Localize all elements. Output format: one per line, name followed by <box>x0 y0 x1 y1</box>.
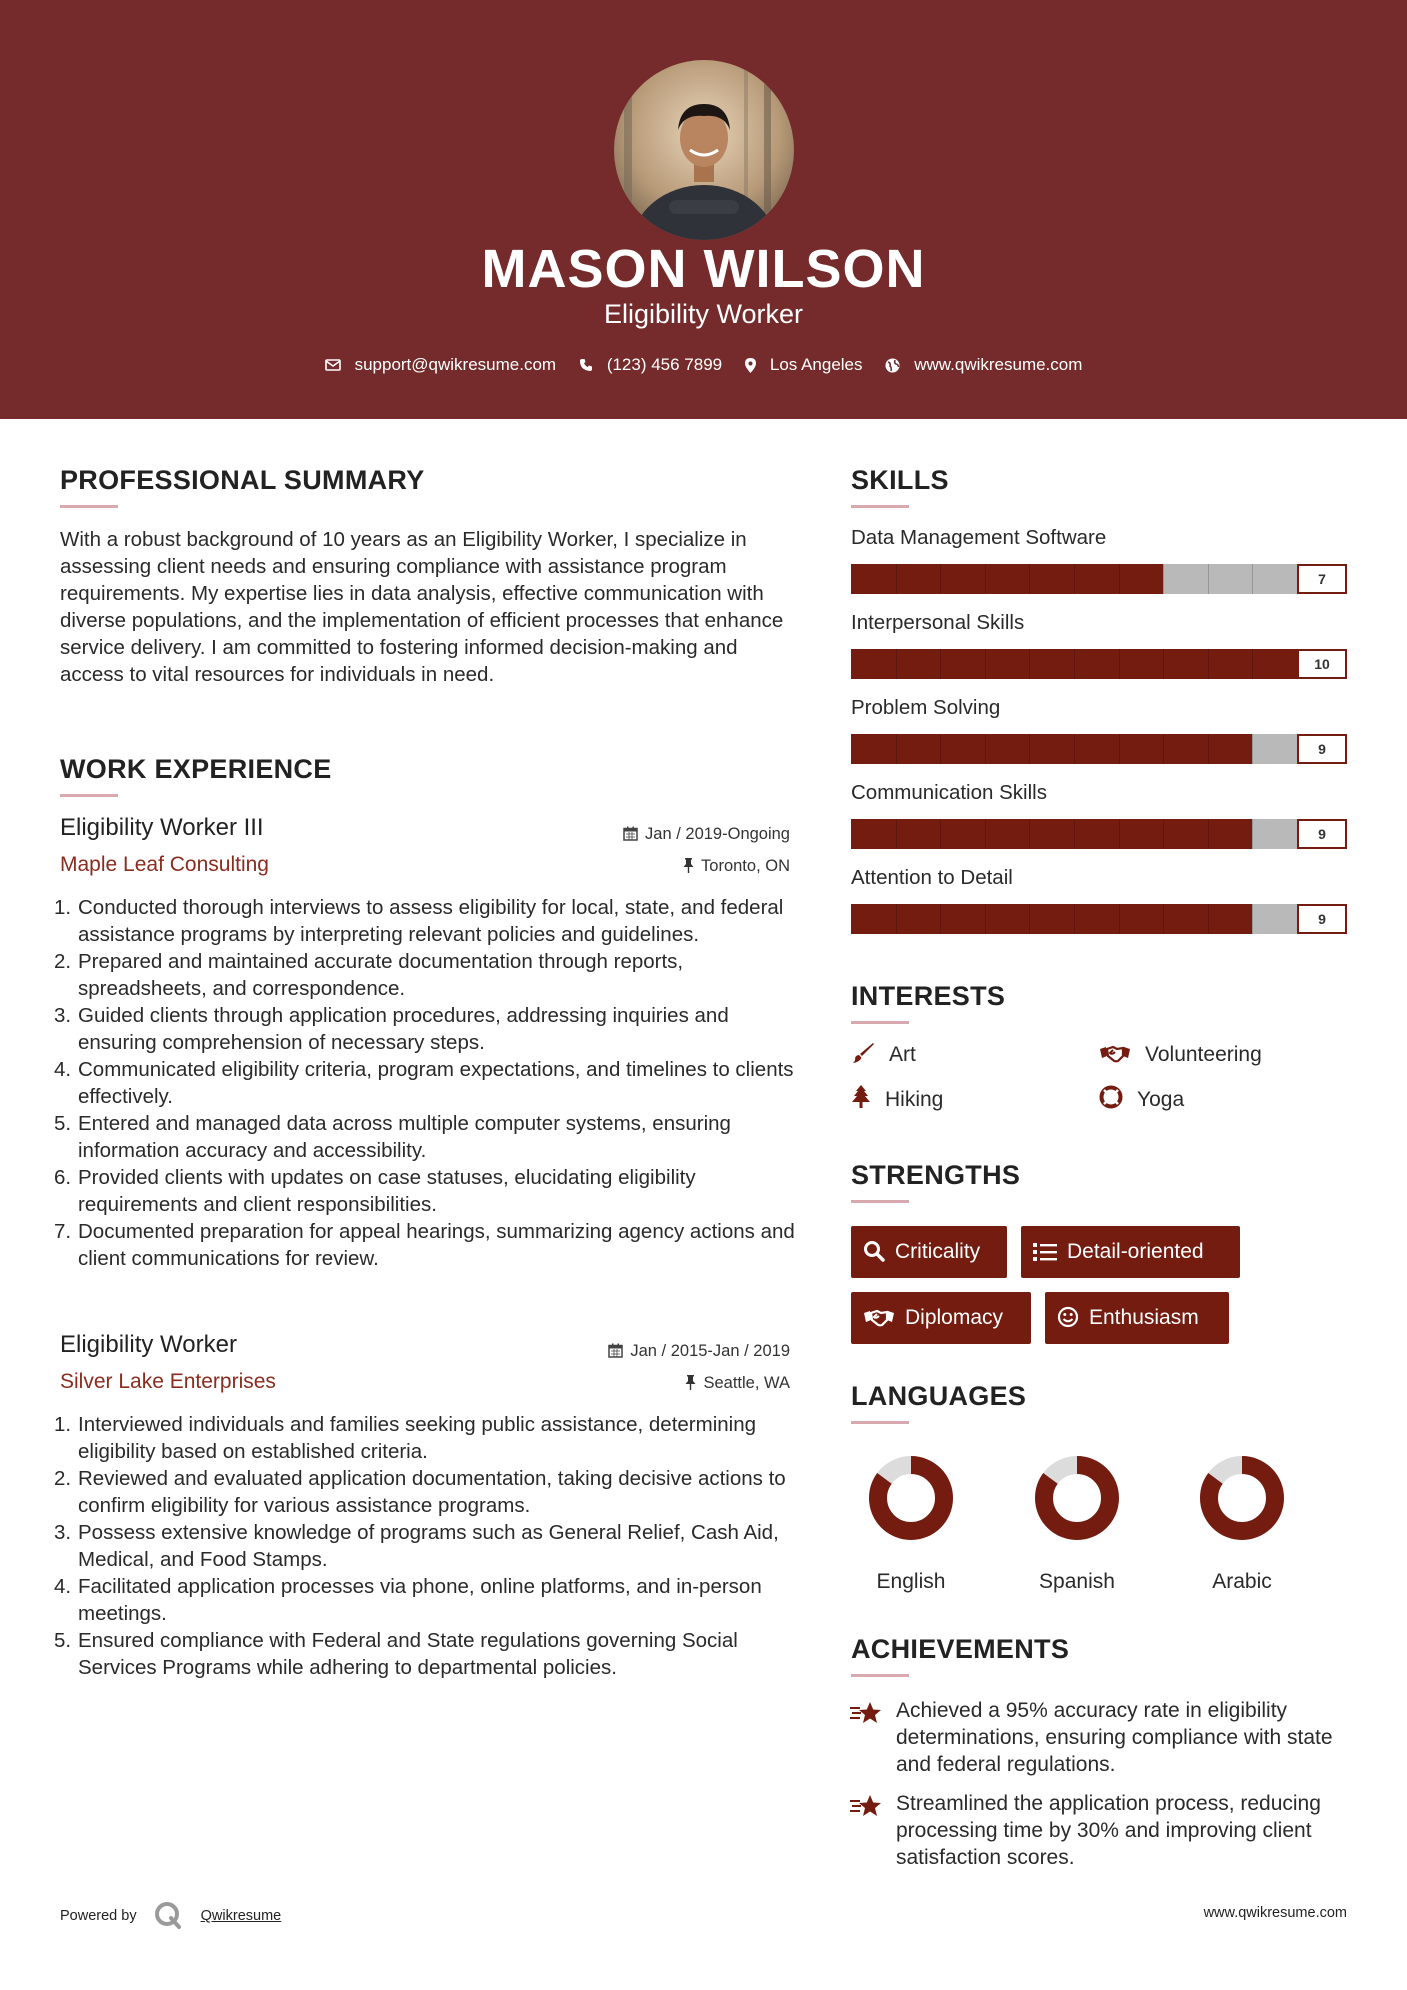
skill-bar-divider <box>1029 734 1030 764</box>
shooting-star-icon <box>849 1699 883 1727</box>
achievement-item: Achieved a 95% accuracy rate in eligibility determinations, ensuring compliance with state and federal regulations. <box>896 1699 1333 1776</box>
skill-bar-divider <box>1163 819 1164 849</box>
skill-bar-divider <box>985 734 986 764</box>
skill-bar-divider <box>1208 819 1209 849</box>
tree-icon <box>851 1085 871 1109</box>
skill-label: Data Management Software <box>851 526 1107 549</box>
envelope-icon <box>325 359 341 371</box>
skill-score: 9 <box>1297 904 1347 934</box>
job-company: Maple Leaf Consulting <box>60 853 269 876</box>
duty-text: Documented preparation for appeal hearings, summarizing agency actions and client communications for review. <box>78 1220 795 1270</box>
skill-bar-divider <box>1029 649 1030 679</box>
skill-label: Communication Skills <box>851 781 1047 804</box>
skill-bar-divider <box>1029 564 1030 594</box>
strength-label: Enthusiasm <box>1089 1306 1199 1329</box>
phone-icon <box>579 358 593 372</box>
paintbrush-icon <box>851 1042 875 1064</box>
skill-score: 9 <box>1297 819 1347 849</box>
skill-bar-divider <box>1074 649 1075 679</box>
contact-website-text: www.qwikresume.com <box>914 354 1083 374</box>
skill-bar-fill <box>851 819 1252 849</box>
contact-phone-text: (123) 456 7899 <box>606 354 723 374</box>
skill-bar-divider <box>1208 564 1209 594</box>
duty-number: 7. <box>54 1220 72 1243</box>
skill-bar-divider <box>940 649 941 679</box>
interest-item <box>1099 1041 1262 1069</box>
skill-bar-divider <box>1252 564 1253 594</box>
contact-location-text: Los Angeles <box>769 354 863 374</box>
duty-number: 4. <box>54 1575 72 1598</box>
interests-underline <box>851 1021 909 1024</box>
language-item <box>856 1455 966 1596</box>
contact-location <box>745 353 863 377</box>
skill-bar-divider <box>896 819 897 849</box>
skill-bar-divider <box>1074 564 1075 594</box>
duty-text: Facilitated application processes via phone, online platforms, and in-person meetings. <box>78 1575 762 1625</box>
skill-bar-divider <box>896 564 897 594</box>
language-name: Spanish <box>1039 1570 1115 1593</box>
skill-bar-divider <box>985 564 986 594</box>
map-marker-icon <box>745 358 756 373</box>
skill-bar-fill <box>851 904 1252 934</box>
skill-bar-divider <box>1029 819 1030 849</box>
job-dates <box>608 1340 790 1362</box>
language-name: English <box>876 1570 946 1593</box>
duty-number: 1. <box>54 896 72 919</box>
skill-bar-divider <box>896 649 897 679</box>
duty-text: Provided clients with updates on case statuses, elucidating eligibility requirements and client responsibilities. <box>78 1166 696 1216</box>
job-dates-text: Jan / 2015-Jan / 2019 <box>630 1342 790 1360</box>
job-dates-text: Jan / 2019-Ongoing <box>645 825 790 843</box>
duty-item <box>54 948 795 1002</box>
duty-number: 5. <box>54 1629 72 1652</box>
skill-label: Attention to Detail <box>851 866 1013 889</box>
job-location-text: Seattle, WA <box>703 1374 790 1392</box>
job-duties-list <box>54 1411 795 1681</box>
strength-tag <box>851 1292 1031 1344</box>
interest-item <box>1099 1085 1184 1114</box>
experience-heading: WORK EXPERIENCE <box>60 754 332 784</box>
interests-heading: INTERESTS <box>851 981 1006 1011</box>
skill-bar-divider <box>985 819 986 849</box>
skill-bar-divider <box>1252 649 1253 679</box>
skill-bar-divider <box>1208 904 1209 934</box>
duty-item <box>54 894 795 948</box>
qwikresume-logo-icon <box>153 1900 183 1930</box>
smile-icon <box>1057 1306 1079 1328</box>
skill-bar-divider <box>1119 649 1120 679</box>
interest-item <box>851 1085 943 1114</box>
strength-label: Diplomacy <box>905 1306 1004 1329</box>
qwikresume-link[interactable]: Qwikresume <box>200 1908 282 1924</box>
interest-label: Hiking <box>885 1088 944 1111</box>
duty-text: Interviewed individuals and families seeking public assistance, determining eligibility based on established criteria. <box>78 1413 757 1463</box>
skill-bar-divider <box>940 819 941 849</box>
skill-bar-divider <box>1163 649 1164 679</box>
duty-text: Conducted thorough interviews to assess eligibility for local, state, and federal assistance programs by interpreting relevant policies and guidelines. <box>78 896 784 946</box>
pushpin-icon <box>685 1375 696 1390</box>
language-item <box>1022 1455 1132 1596</box>
globe-icon <box>885 358 900 373</box>
interest-label: Art <box>889 1043 916 1066</box>
skill-bar-divider <box>896 734 897 764</box>
list-icon <box>1033 1242 1057 1262</box>
duty-text: Reviewed and evaluated application documentation, taking decisive actions to confirm eligibility for various assistance programs. <box>78 1467 786 1517</box>
handshake-icon <box>863 1308 895 1328</box>
lifering-icon <box>1099 1085 1123 1109</box>
skill-bar-fill <box>851 649 1347 679</box>
skill-label: Interpersonal Skills <box>851 611 1025 634</box>
contact-bar <box>0 352 1407 377</box>
achievements-underline <box>851 1674 909 1677</box>
duty-text: Ensured compliance with Federal and State regulations governing Social Services Programs while adhering to departmental policies. <box>78 1629 738 1679</box>
skill-bar <box>851 734 1347 764</box>
job-title: Eligibility Worker <box>60 1331 237 1358</box>
contact-phone[interactable] <box>579 353 722 377</box>
candidate-role: Eligibility Worker <box>603 299 804 329</box>
skill-bar-divider <box>1252 904 1253 934</box>
duty-number: 2. <box>54 1467 72 1490</box>
skill-bar-divider <box>1119 819 1120 849</box>
profile-photo <box>614 60 794 240</box>
contact-email-text: support@qwikresume.com <box>354 354 557 374</box>
strength-tag <box>1021 1226 1240 1278</box>
language-donut <box>1034 1455 1120 1541</box>
calendar-icon <box>608 1343 623 1358</box>
search-icon <box>863 1240 885 1262</box>
candidate-name: MASON WILSON <box>481 239 926 299</box>
duty-text: Prepared and maintained accurate documentation through reports, spreadsheets, and correspondence. <box>78 950 684 1000</box>
skill-bar-divider <box>1252 819 1253 849</box>
skill-bar-divider <box>940 734 941 764</box>
strength-tag <box>851 1226 1007 1278</box>
interest-label: Volunteering <box>1145 1043 1262 1066</box>
job-dates <box>623 823 790 845</box>
skill-bar-divider <box>1208 734 1209 764</box>
handshake-icon <box>1099 1044 1131 1064</box>
summary-heading: PROFESSIONAL SUMMARY <box>60 465 425 495</box>
skill-bar-divider <box>1119 734 1120 764</box>
skill-bar <box>851 904 1347 934</box>
duty-text: Guided clients through application procedures, addressing inquiries and ensuring comprehension of necessary steps. <box>78 1004 729 1054</box>
experience-underline <box>60 794 118 797</box>
skill-bar-divider <box>1074 904 1075 934</box>
strength-label: Detail-oriented <box>1067 1240 1204 1263</box>
footer-website[interactable]: www.qwikresume.com <box>1203 1905 1347 1921</box>
language-donut <box>868 1455 954 1541</box>
skill-bar-divider <box>1252 734 1253 764</box>
achievements-heading: ACHIEVEMENTS <box>851 1634 1070 1664</box>
skill-bar <box>851 819 1347 849</box>
duty-item <box>54 1411 795 1465</box>
duty-number: 3. <box>54 1521 72 1544</box>
language-donut <box>1199 1455 1285 1541</box>
skill-bar-divider <box>985 904 986 934</box>
duty-number: 4. <box>54 1058 72 1081</box>
skills-underline <box>851 505 909 508</box>
duty-item <box>54 1110 795 1164</box>
skill-bar <box>851 564 1347 594</box>
duty-number: 1. <box>54 1413 72 1436</box>
languages-underline <box>851 1421 909 1424</box>
duty-item <box>54 1627 795 1681</box>
skill-bar <box>851 649 1347 679</box>
duty-number: 6. <box>54 1166 72 1189</box>
skill-score: 7 <box>1297 564 1347 594</box>
contact-website[interactable] <box>885 353 1082 377</box>
skill-score: 10 <box>1297 649 1347 679</box>
skill-label: Problem Solving <box>851 696 1001 719</box>
interest-label: Yoga <box>1137 1088 1185 1111</box>
skill-bar-divider <box>1119 904 1120 934</box>
skill-bar-divider <box>985 649 986 679</box>
skill-bar-fill <box>851 564 1163 594</box>
skill-bar-fill <box>851 734 1252 764</box>
skill-bar-divider <box>940 564 941 594</box>
skill-bar-divider <box>940 904 941 934</box>
duty-text: Communicated eligibility criteria, program expectations, and timelines to clients effectively. <box>78 1058 794 1108</box>
language-item <box>1187 1455 1297 1596</box>
language-name: Arabic <box>1212 1570 1272 1593</box>
duty-number: 3. <box>54 1004 72 1027</box>
skill-bar-divider <box>1163 734 1164 764</box>
job-location <box>683 855 790 877</box>
skill-bar-divider <box>896 904 897 934</box>
duty-number: 5. <box>54 1112 72 1135</box>
summary-underline <box>60 505 118 508</box>
duty-item <box>54 1465 795 1519</box>
calendar-icon <box>623 826 638 841</box>
duty-item <box>54 1218 795 1272</box>
shooting-star-icon <box>849 1792 883 1820</box>
strength-label: Criticality <box>895 1240 981 1263</box>
achievement-item: Streamlined the application process, reducing processing time by 30% and improving client satisfaction scores. <box>896 1792 1321 1869</box>
duty-number: 2. <box>54 950 72 973</box>
job-company: Silver Lake Enterprises <box>60 1370 276 1393</box>
duty-item <box>54 1164 795 1218</box>
duty-text: Possess extensive knowledge of programs such as General Relief, Cash Aid, Medical, and Food Stamps. <box>78 1521 779 1571</box>
skill-bar-divider <box>1163 564 1164 594</box>
skills-heading: SKILLS <box>851 465 949 495</box>
job-title: Eligibility Worker III <box>60 814 264 841</box>
contact-email[interactable] <box>325 353 557 377</box>
duty-item <box>54 1002 795 1056</box>
strengths-heading: STRENGTHS <box>851 1160 1021 1190</box>
powered-by-text: Powered by <box>60 1908 137 1924</box>
skill-bar-divider <box>1074 819 1075 849</box>
skill-bar-divider <box>1208 649 1209 679</box>
footer-powered-by <box>60 1900 281 1930</box>
interest-item <box>851 1041 916 1069</box>
job-location <box>685 1372 790 1394</box>
skill-score: 9 <box>1297 734 1347 764</box>
duty-item <box>54 1056 795 1110</box>
languages-heading: LANGUAGES <box>851 1381 1027 1411</box>
pushpin-icon <box>683 858 694 873</box>
duty-item <box>54 1519 795 1573</box>
skill-bar-divider <box>1163 904 1164 934</box>
job-duties-list <box>54 894 795 1272</box>
job-location-text: Toronto, ON <box>701 857 790 875</box>
strengths-underline <box>851 1200 909 1203</box>
skill-bar-divider <box>1074 734 1075 764</box>
summary-text: With a robust background of 10 years as an Eligibility Worker, I specialize in assessing client needs and ensuring compliance with assistance program requirements. My expertise lies in data analysis, effective communication with diverse populations, and the implementation of efficient processes that enhance service delivery. I am committed to fostering informed decision-making and access to vital resources for individuals in need. <box>60 528 784 686</box>
skill-bar-divider <box>1029 904 1030 934</box>
duty-item <box>54 1573 795 1627</box>
duty-text: Entered and managed data across multiple computer systems, ensuring information accuracy and accessibility. <box>78 1112 731 1162</box>
skill-bar-divider <box>1119 564 1120 594</box>
strength-tag <box>1045 1292 1229 1344</box>
